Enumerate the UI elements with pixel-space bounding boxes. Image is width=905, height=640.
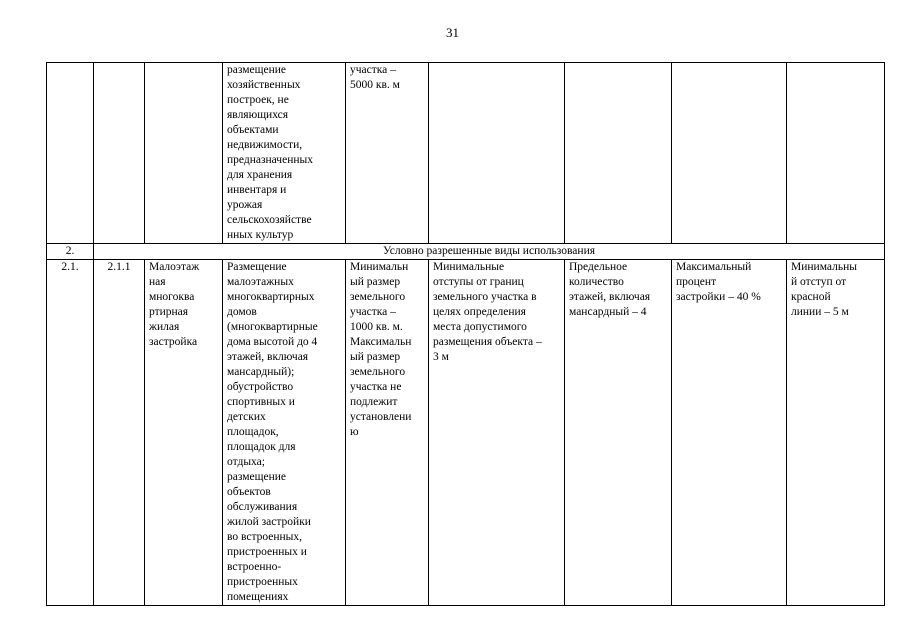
continuation-row	[47, 63, 885, 244]
page-number: 31	[446, 25, 459, 40]
cell-coverage: Максимальный процент застройки – 40 %	[672, 260, 787, 606]
cell-code: 2.1.1	[94, 260, 145, 606]
cell-floors: Предельное количество этажей, включая мансардный – 4	[565, 260, 672, 606]
section-number: 2.	[47, 244, 94, 260]
cell-use-description: Размещение малоэтажных многоквартирных домов (многоквартирные дома высотой до 4 этажей, включая мансардный); обустройство спортивных и детских площадок, площадок для отдыха; размещение объектов обслуживания жилой застройки во встроенных, пристроенных и встроенно- пристроенных помещениях	[223, 260, 346, 606]
section-title: Условно разрешенные виды использования	[94, 244, 885, 260]
cell-use-description: размещение хозяйственных построек, не являющихся объектами недвижимости, предназначенных для хранения инвентаря и урожая сельскохозяйстве нных культур	[223, 63, 346, 244]
cell-setbacks: Минимальные отступы от границ земельного участка в целях определения места допустимого размещения объекта – 3 м	[429, 260, 565, 606]
cell-plot-size: участка – 5000 кв. м	[346, 63, 429, 244]
section-row	[47, 244, 885, 260]
data-row	[47, 260, 885, 606]
cell-setbacks	[429, 63, 565, 244]
cell-floors	[565, 63, 672, 244]
cell-number: 2.1.	[47, 260, 94, 606]
cell-code	[94, 63, 145, 244]
cell-coverage	[672, 63, 787, 244]
cell-red-line: Минимальны й отступ от красной линии – 5 м	[787, 260, 885, 606]
cell-use-name: Малоэтаж ная многоква ртирная жилая застройка	[145, 260, 223, 606]
cell-red-line	[787, 63, 885, 244]
regulations-table	[46, 62, 885, 606]
cell-use-name	[145, 63, 223, 244]
cell-plot-size: Минимальн ый размер земельного участка – 1000 кв. м. Максимальн ый размер земельного участка не подлежит установлени ю	[346, 260, 429, 606]
cell-number	[47, 63, 94, 244]
